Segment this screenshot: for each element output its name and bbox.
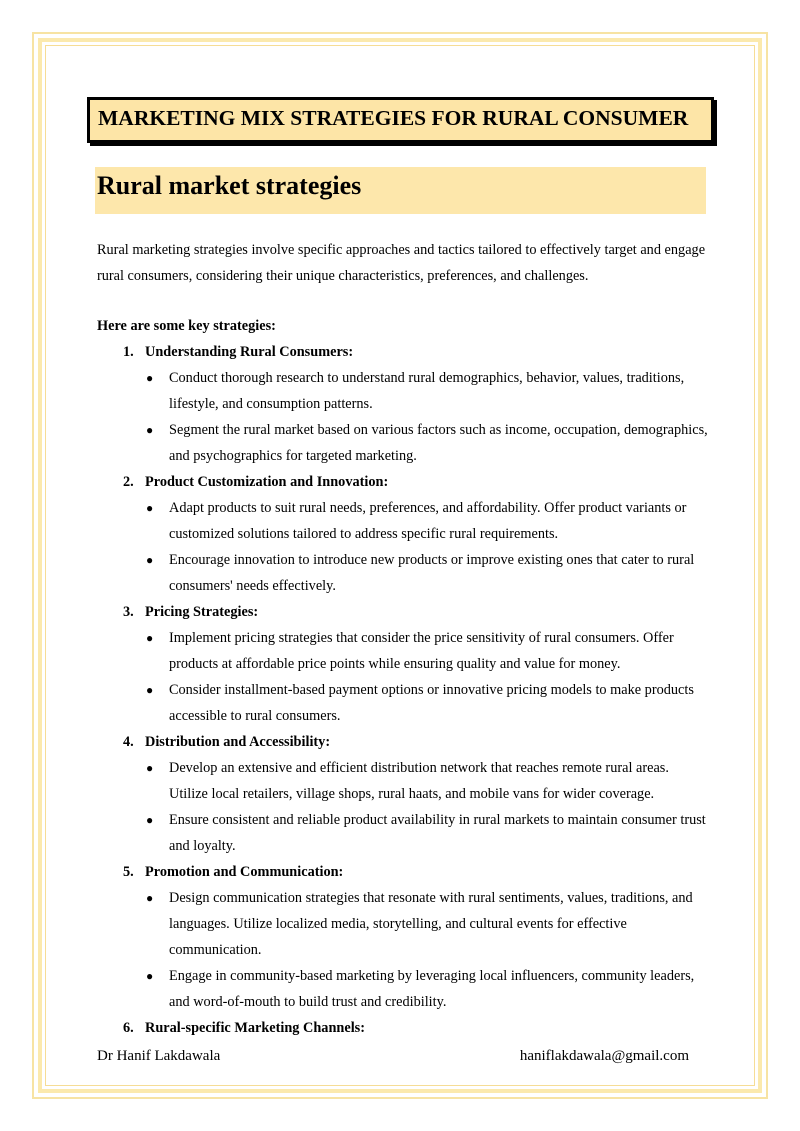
bullet-dot-icon: ● — [146, 553, 154, 567]
strategy-number-cell — [97, 339, 145, 365]
strategy-item — [97, 859, 709, 1015]
strategy-title: Rural-specific Marketing Channels: — [145, 1020, 365, 1036]
strategy-item — [97, 599, 709, 729]
strategy-bullet — [144, 807, 709, 859]
strategy-bullet — [144, 417, 709, 469]
strategy-title: Product Customization and Innovation: — [145, 474, 389, 490]
strategy-title: Understanding Rural Consumers: — [145, 344, 354, 360]
strategy-number-cell — [97, 599, 145, 625]
strategy-number: 3. — [123, 604, 134, 620]
bullet-dot-icon: ● — [146, 371, 154, 385]
strategy-number: 5. — [123, 864, 134, 880]
strategy-bullet — [144, 885, 709, 963]
bullet-dot-icon: ● — [146, 813, 154, 827]
strategy-number: 2. — [123, 474, 134, 490]
bullet-dot-icon: ● — [146, 501, 154, 515]
strategy-title-row — [97, 729, 709, 755]
strategy-title-row — [97, 339, 709, 365]
bullet-dot-icon: ● — [146, 683, 154, 697]
bullet-text: Implement pricing strategies that consider the price sensitivity of rural consumers. Offer products at affordable price points while ensuring quality and value for money. — [169, 630, 674, 672]
bullet-text: Conduct thorough research to understand rural demographics, behavior, values, traditions, lifestyle, and consumption patterns. — [169, 370, 685, 412]
strategy-item — [97, 1015, 709, 1041]
strategy-number-cell — [97, 859, 145, 885]
bullet-text: Design communication strategies that resonate with rural sentiments, values, traditions, and languages. Utilize localized media, storytelling, and cultural events for effective communication. — [169, 890, 693, 958]
strategy-item — [97, 729, 709, 859]
key-strategies-heading: Here are some key strategies: — [97, 318, 276, 334]
strategy-title-row — [97, 599, 709, 625]
strategy-bullet — [144, 755, 709, 807]
strategy-list — [97, 339, 709, 1041]
bullet-dot-icon: ● — [146, 761, 154, 775]
strategy-title-row — [97, 859, 709, 885]
strategy-number-cell — [97, 1015, 145, 1041]
strategy-number: 6. — [123, 1020, 134, 1036]
intro-paragraph: Rural marketing strategies involve specific approaches and tactics tailored to effectively target and engage rural consumers, considering their unique characteristics, preferences, and challenges. — [97, 242, 706, 284]
strategy-title-row — [97, 469, 709, 495]
strategy-number: 1. — [123, 344, 134, 360]
strategy-bullet — [144, 365, 709, 417]
bullet-text: Engage in community-based marketing by leveraging local influencers, community leaders, and word-of-mouth to build trust and credibility. — [169, 968, 695, 1010]
strategy-item — [97, 339, 709, 469]
strategy-number: 4. — [123, 734, 134, 750]
strategy-bullet — [144, 963, 709, 1015]
strategy-bullet — [144, 495, 709, 547]
document-title: MARKETING MIX STRATEGIES FOR RURAL CONSUMER — [87, 97, 714, 143]
strategy-number-cell — [97, 729, 145, 755]
strategy-bullet — [144, 677, 709, 729]
bullet-text: Encourage innovation to introduce new products or improve existing ones that cater to rural consumers' needs effectively. — [169, 552, 695, 594]
bullet-dot-icon: ● — [146, 891, 154, 905]
bullet-dot-icon: ● — [146, 969, 154, 983]
strategy-title: Promotion and Communication: — [145, 864, 344, 880]
footer-email: haniflakdawala@gmail.com — [519, 1048, 689, 1064]
strategy-bullet — [144, 547, 709, 599]
strategy-number-cell — [97, 469, 145, 495]
strategy-bullet — [144, 625, 709, 677]
section-heading: Rural market strategies — [95, 167, 706, 214]
bullet-text: Segment the rural market based on various factors such as income, occupation, demographics, and psychographics for targeted marketing. — [169, 422, 708, 464]
bullet-text: Consider installment-based payment options or innovative pricing models to make products accessible to rural consumers. — [169, 682, 694, 724]
strategy-title: Pricing Strategies: — [145, 604, 259, 620]
bullet-dot-icon: ● — [146, 631, 154, 645]
footer-author: Dr Hanif Lakdawala — [97, 1048, 221, 1064]
bullet-dot-icon: ● — [146, 423, 154, 437]
strategy-title-row — [97, 1015, 709, 1041]
strategy-title: Distribution and Accessibility: — [145, 734, 331, 750]
bullet-text: Develop an extensive and efficient distribution network that reaches remote rural areas. Utilize local retailers, village shops, rural haats, and mobile vans for wider coverage. — [169, 760, 669, 802]
strategy-item — [97, 469, 709, 599]
bullet-text: Ensure consistent and reliable product availability in rural markets to maintain consumer trust and loyalty. — [169, 812, 706, 854]
bullet-text: Adapt products to suit rural needs, preferences, and affordability. Offer product variants or customized solutions tailored to address specific rural requirements. — [169, 500, 687, 542]
